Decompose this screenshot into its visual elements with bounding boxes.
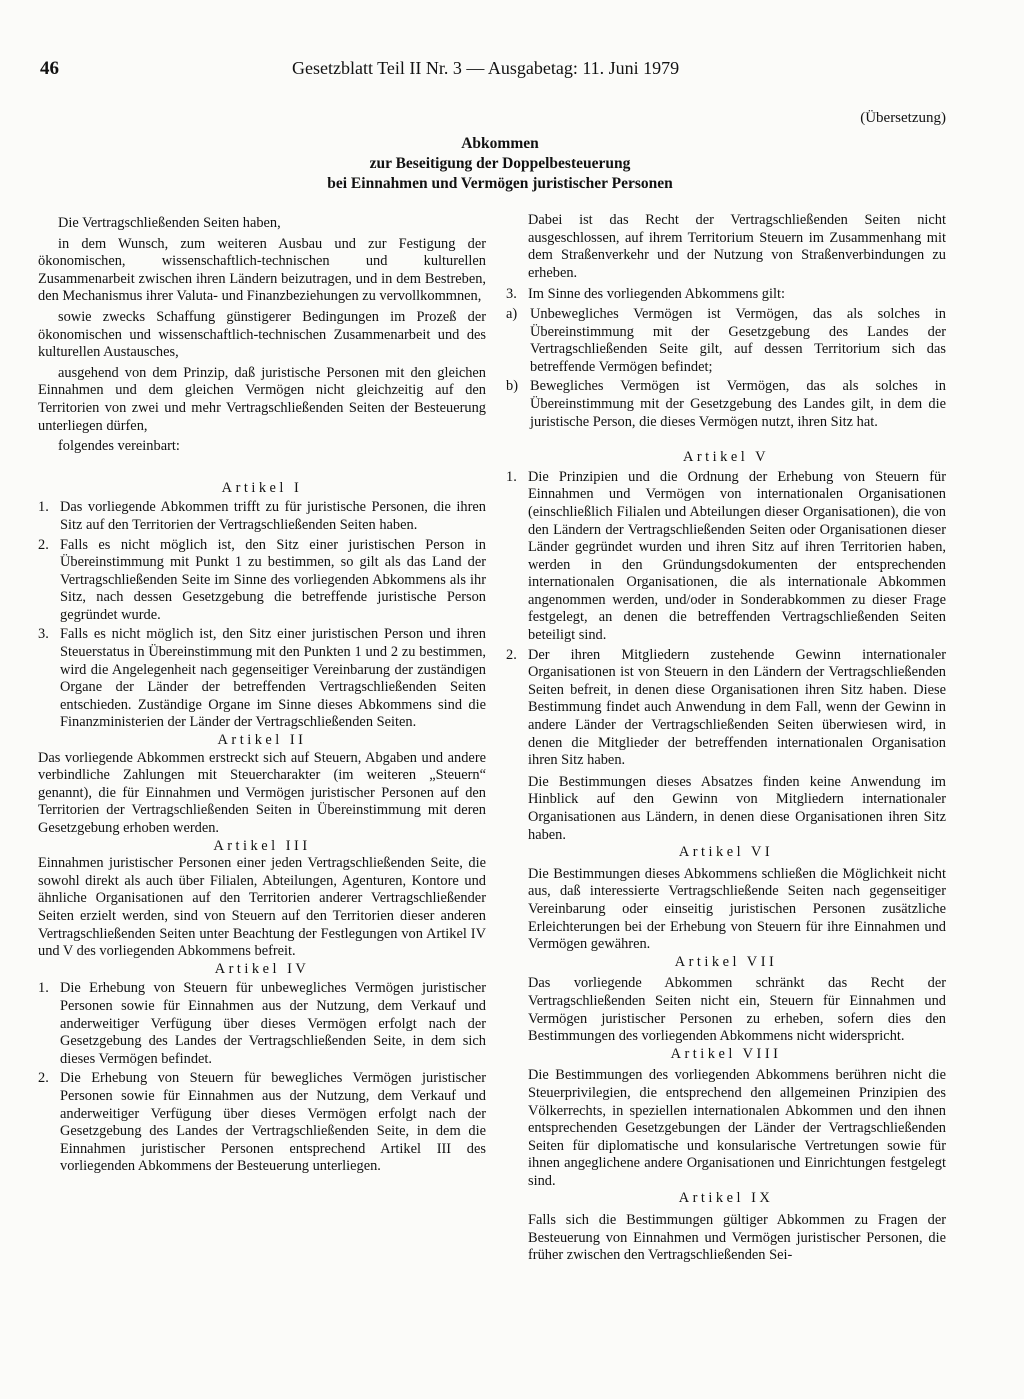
sub-item: [506, 306, 946, 376]
item-number: 2.: [38, 1070, 49, 1087]
item-number: 3.: [38, 626, 49, 643]
article-heading: Artikel VII: [674, 953, 778, 970]
article-item: [38, 980, 486, 1068]
article-heading: Artikel I: [221, 479, 303, 496]
article-text: Falls sich die Bestimmungen gültiger Abkommen zu Fragen der Besteuerung von Einnahmen und Vermögen juristischer Personen, die früher zwischen den Vertragschließenden Sei-: [528, 1212, 946, 1264]
item-text: Falls es nicht möglich ist, den Sitz einer juristischen Person in Übereinstimmung mit Punkt 1 zu bestimmen, so gilt als das Land der Vertragschließenden Seite im Sinne des vorliegenden Abkommens als ihr Sitz, nach dessen Gesetzgebung die betreffende juristische Person gegründet wurde.: [60, 536, 486, 623]
article-continuation: Dabei ist das Recht der Vertragschließenden Seiten nicht ausgeschlossen, auf ihrem Territorium Steuern im Zusammenhang mit dem Straßenverkehr und der Nutzung von Straßenverbindungen zu erheben.: [528, 212, 946, 281]
sub-item-text: Unbewegliches Vermögen ist Vermögen, das als solches in Übereinstimmung mit der Gesetzgebung des Landes der Vertragschließenden Seite gilt, auf dessen Territorium sich das betreffende Vermögen befindet;: [530, 305, 946, 375]
document-title: [240, 134, 760, 194]
sub-item-text: Bewegliches Vermögen ist Vermögen, das als solches in Übereinstimmung mit der Gesetzgebung des Landes gilt, in dem die juristische Person, die dieses Vermögen nutzt, ihren Sitz hat.: [530, 378, 946, 430]
preamble-paragraph: in dem Wunsch, zum weiteren Ausbau und zur Festigung der ökonomischen, wissenschaftlich-technischen und kulturellen Zusammenarbeit zwischen ihren Ländern beizutragen, und in dem Bestreben, den Mechanismus ihrer Valuta- und Finanzbeziehungen zu vervollkommnen,: [38, 235, 486, 305]
article-item: [506, 647, 946, 770]
item-number: 2.: [506, 646, 517, 663]
sub-item-letter: a): [506, 305, 518, 322]
article-item: [38, 537, 486, 625]
item-text: Das vorliegende Abkommen trifft zu für juristische Personen, die ihren Sitz auf den Territorien der Vertragschließenden Seiten haben.: [60, 499, 486, 533]
item-text: Die Erhebung von Steuern für unbewegliches Vermögen juristischer Personen sowie für Einnahmen aus der Nutzung, dem Verkauf und anderweitiger Verfügung über dieses Vermögen erfolgt nach der Gesetzgebung des Landes der Vertragschließenden Seite, in dem sich dieses Vermögen befindet.: [60, 980, 486, 1067]
article-heading: Artikel VI: [678, 844, 774, 861]
item-text: Die Erhebung von Steuern für bewegliches Vermögen juristischer Personen sowie für Einnahmen aus der Nutzung, dem Verkauf und anderweitiger Verfügung über dieses Vermögen erfolgt nach der Gesetzgebung des Landes der Vertragschließenden Seite, in dem die Einnahmen juristischer Personen entsprechend Artikel III des vorliegenden Abkommens der Besteuerung unterliegen.: [60, 1070, 486, 1175]
article-heading: Artikel II: [217, 732, 307, 749]
preamble-paragraph: Die Vertragschließenden Seiten haben,: [58, 215, 281, 231]
item-number: 2.: [38, 536, 49, 553]
article-heading: Artikel IV: [214, 960, 310, 977]
article-item: [38, 626, 486, 732]
right-column: [506, 212, 946, 1265]
article-text: Einnahmen juristischer Personen einer jeden Vertragschließenden Seite, die sowohl direkt als auch über Filialen, Abteilungen, Agenturen, Kontore und ähnliche Organisationen auf den Territorien anderer Vertragschließender Seiten erzielt werden, sind von Steuern auf den Territorien dieser anderen Vertragschließenden Seiten unter Beachtung der Festlegungen von Artikel IV und V des vorliegenden Abkommens befreit.: [38, 855, 486, 960]
item-number: 3.: [506, 286, 517, 303]
article-text: Die Bestimmungen dieses Abkommens schließen die Möglichkeit nicht aus, daß interessierte Vertragschließende Seiten nach gegenseitiger Vereinbarung oder einseitig juristischen Personen zusätzliche Erleichterungen bei der Erhebung von Steuern für ihre Einnahmen und Vermögen gewähren.: [528, 865, 946, 953]
preamble-paragraph: sowie zwecks Schaffung günstigerer Bedingungen im Prozeß der ökonomischen und wissenschaftlich-technischen Zusammenarbeit und des kulturellen Austausches,: [38, 308, 486, 361]
article-text: Das vorliegende Abkommen schränkt das Recht der Vertragschließenden Seiten nicht ein, Steuern für Einnahmen und Vermögen juristischer Personen zu erheben, sofern dies den Bestimmungen des vorliegenden Abkommens nicht widerspricht.: [528, 975, 946, 1045]
preamble-paragraph: ausgehend von dem Prinzip, daß juristische Personen mit den gleichen Einnahmen und dem gleichen Vermögen nicht gleichzeitig auf den Territorien von zwei und mehr Vertragschließenden Seiten der Besteuerung unterliegen dürfen,: [38, 364, 486, 434]
article-text: Das vorliegende Abkommen erstreckt sich auf Steuern, Abgaben und andere verbindliche Zahlungen mit Steuercharakter (im weiteren „Steuern“ genannt), die für Einnahmen und Vermögen juristischer Personen auf den Territorien der Vertragschließenden Seiten in Übereinstimmung mit deren Gesetzgebung erhoben werden.: [38, 749, 486, 836]
title-line: bei Einnahmen und Vermögen juristischer Personen: [327, 175, 673, 192]
item-text: Der ihren Mitgliedern zustehende Gewinn internationaler Organisationen ist von Steuern in den Ländern der Vertragschließenden Seiten befreit, in denen diese Organisationen ihren Sitz haben. Diese Bestimmung findet auch Anwendung in dem Fall, wenn der Gewinn in andere Länder der Vertragschließenden Seiten überwiesen wird, in denen die Mitglieder der betreffenden internationalen Organisation ihren Sitz haben.: [528, 646, 946, 769]
article-continuation: Die Bestimmungen dieses Absatzes finden keine Anwendung im Hinblick auf den Gewinn von Mitgliedern internationaler Organisationen aus Ländern, in denen diese Organisationen ihren Sitz haben.: [528, 773, 946, 843]
sub-item: [506, 378, 946, 431]
sub-item-letter: b): [506, 378, 518, 395]
item-text: Falls es nicht möglich ist, den Sitz einer juristischen Person und ihren Steuerstatus in Übereinstimmung mit den Punkten 1 und 2 zu bestimmen, wird die Angelegenheit nach gegenseitiger Vereinbarung der zuständigen Organe der Länder der betreffenden Vertragschließenden Seiten entschieden. Zuständige Organe im Sinne dieses Abkommens sind die Finanzministerien der Länder der Vertragschließenden Seiten.: [60, 626, 486, 731]
article-item: [506, 469, 946, 645]
article-heading: Artikel V: [683, 449, 769, 466]
left-column: [38, 212, 486, 1176]
page-number: 46: [40, 58, 59, 79]
running-header-title: Gesetzblatt Teil II Nr. 3 — Ausgabetag: 11. Juni 1979: [292, 58, 680, 78]
title-line: Abkommen: [461, 135, 539, 152]
item-number: 1.: [38, 980, 49, 997]
item-text: Im Sinne des vorliegenden Abkommens gilt:: [528, 286, 786, 303]
page-header: [40, 58, 720, 82]
item-text: Die Prinzipien und die Ordnung der Erhebung von Steuern für Einnahmen und Vermögen von internationalen Organisationen (einschließlich Filialen und Abteilungen dieser Organisationen), die von den Ländern der Vertragschließenden Seiten oder Organisationen dieser Länder gegründet wurden und ihren Sitz auf ihren Territorien haben, werden in den Gründungsdokumenten der entsprechenden internationalen Organisationen, die als internationale Abkommen angenommen werden, und/oder in Sonderabkommen zu dieser Frage festgelegt, an denen die betreffenden Vertragschließenden Seiten beteiligt sind.: [528, 468, 946, 644]
article-text: Die Bestimmungen des vorliegenden Abkommens berühren nicht die Steuerprivilegien, die entsprechend den allgemeinen Prinzipien des Völkerrechts, in speziellen internationalen Abkommen und den ihnen entsprechenden Gesetzgebungen der Länder der Vertragschließenden Seiten für diplomatische und konsularische Vertretungen sowie für ihnen angeglichene andere Organisationen und Einrichtungen festgelegt sind.: [528, 1067, 946, 1189]
article-heading: Artikel IX: [678, 1190, 774, 1207]
article-heading: Artikel III: [213, 837, 311, 854]
article-item: [506, 286, 946, 304]
translation-note: (Übersetzung): [860, 110, 946, 126]
article-heading: Artikel VIII: [670, 1045, 782, 1062]
article-item: [38, 1070, 486, 1176]
preamble-paragraph: folgendes vereinbart:: [58, 438, 180, 455]
item-number: 1.: [506, 468, 517, 485]
article-item: [38, 499, 486, 534]
item-number: 1.: [38, 499, 49, 516]
title-line: zur Beseitigung der Doppelbesteuerung: [369, 155, 631, 172]
